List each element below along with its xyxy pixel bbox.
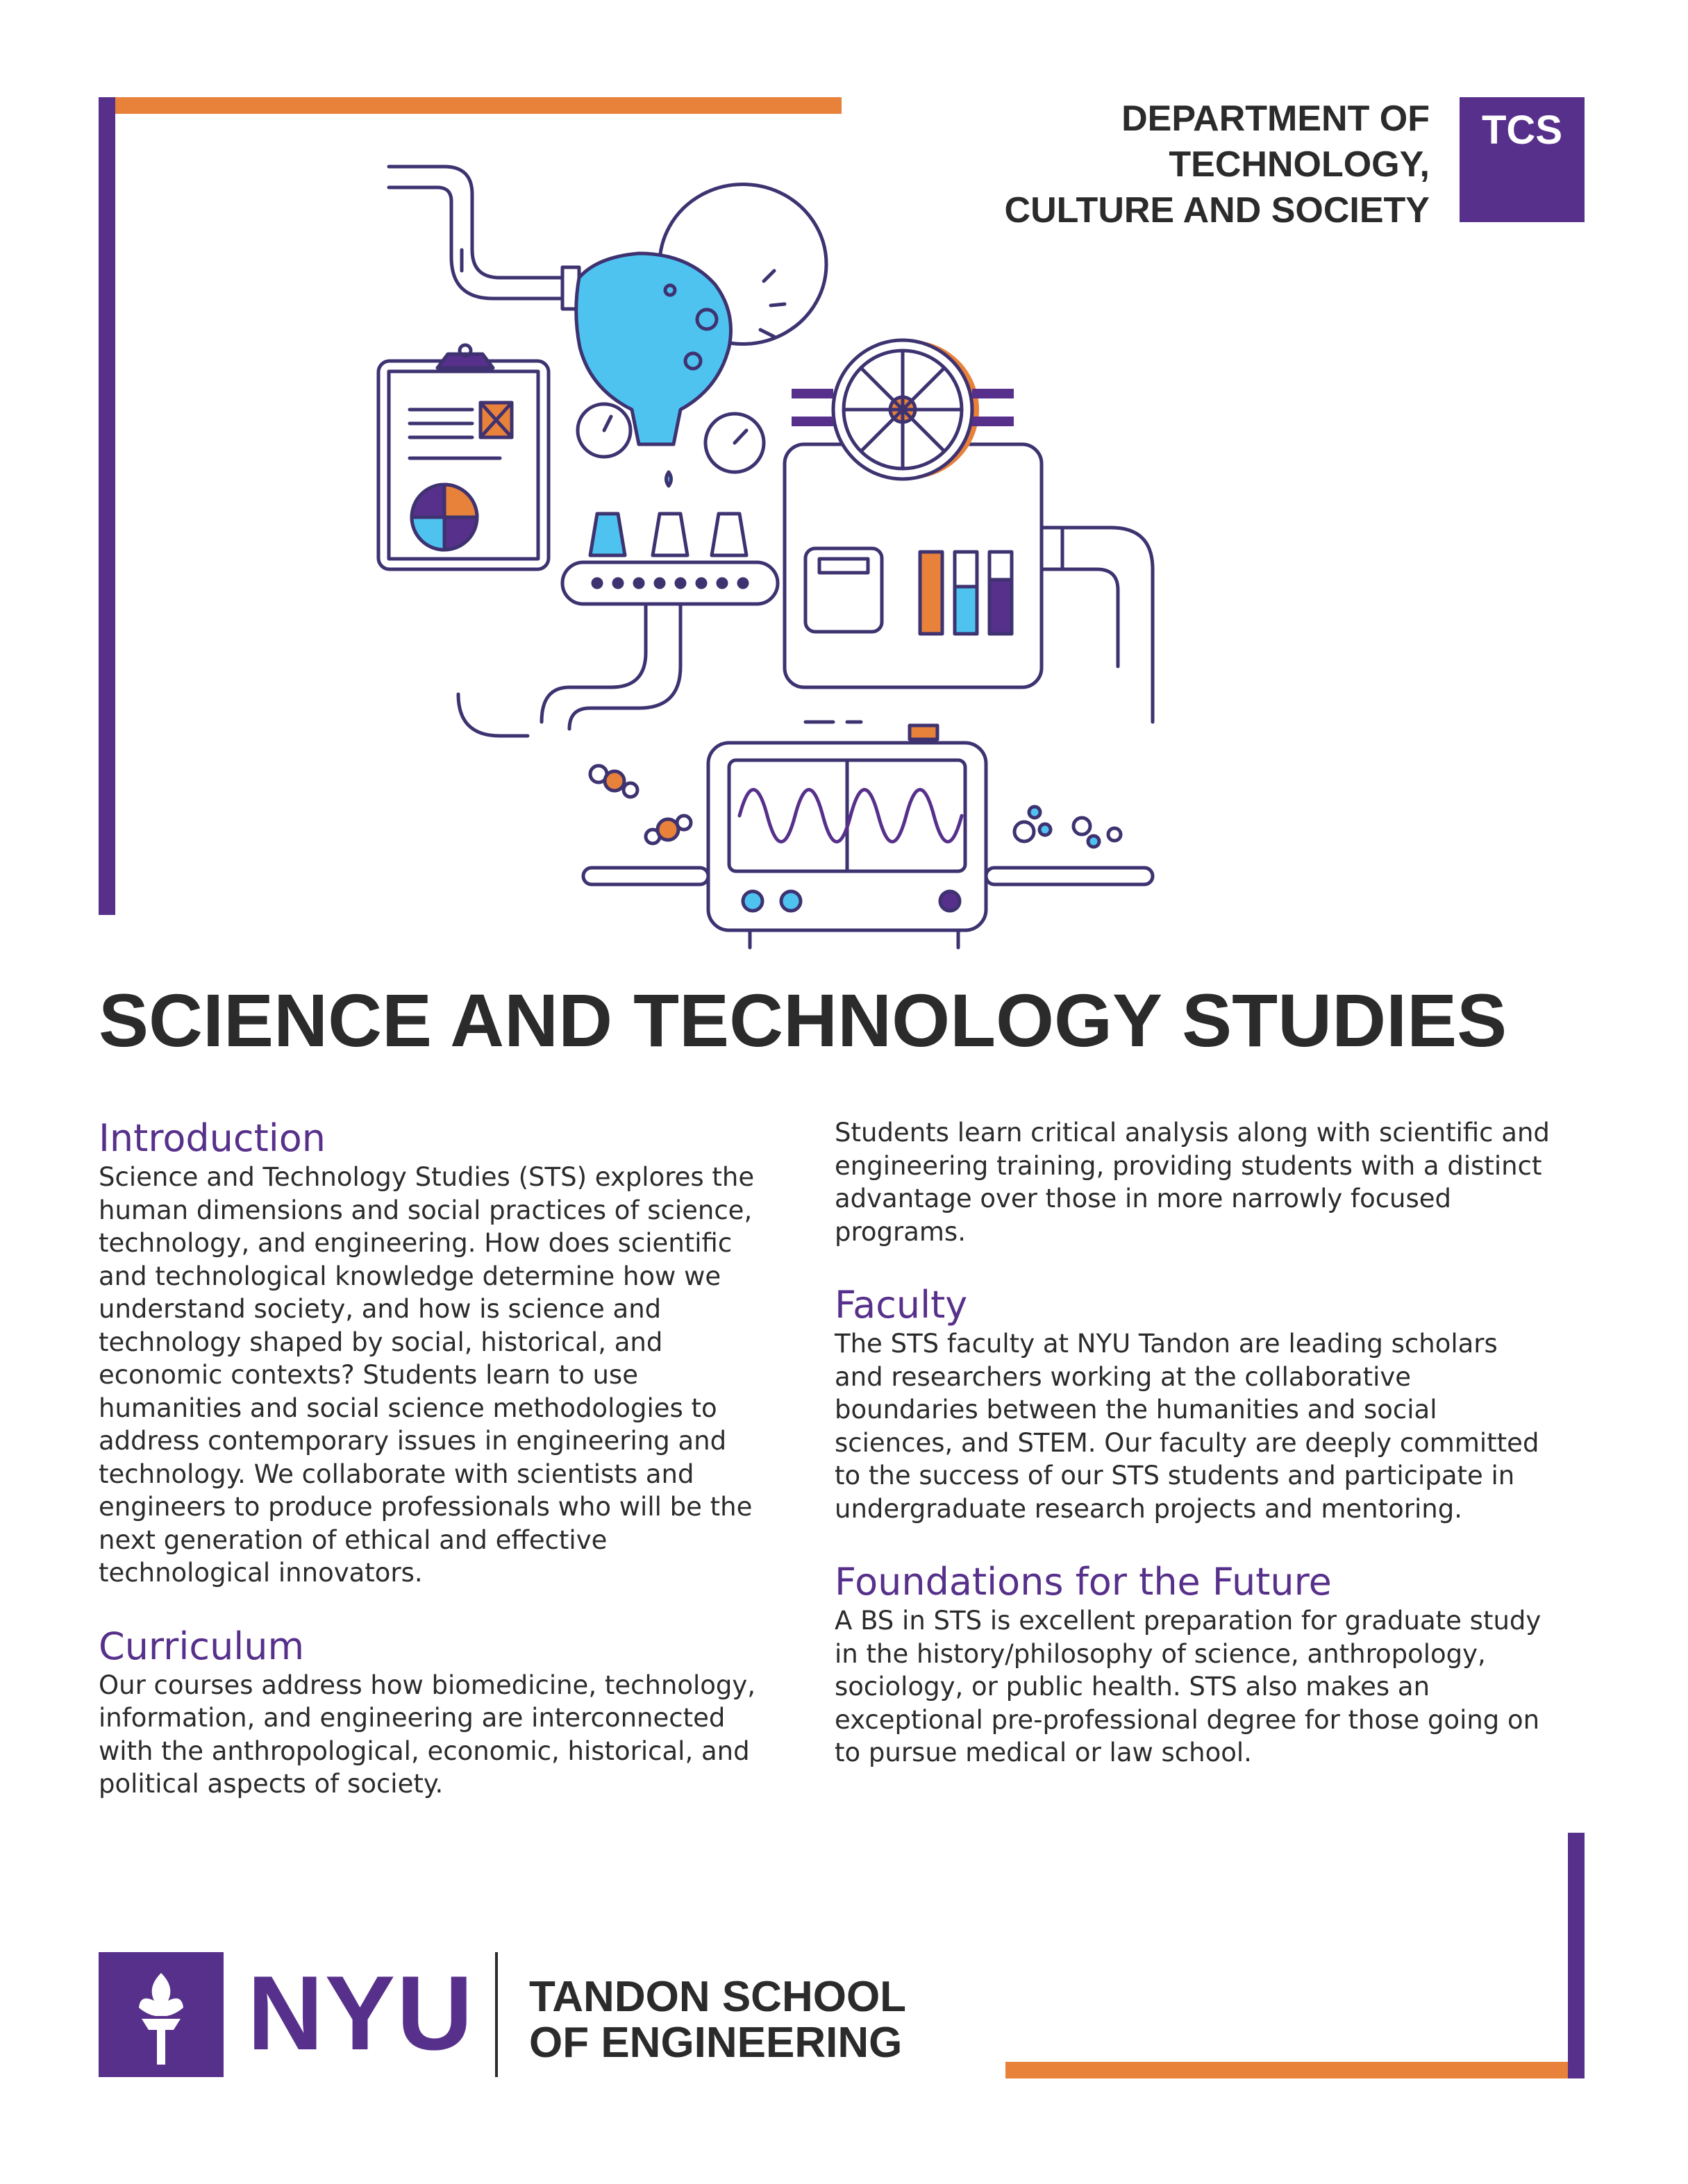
section-body-curriculum: Our courses address how biomedicine, technology, information, and engineering are interconnected with the anthropological, economic, historical, and political aspects of society. [99,1670,756,1799]
tcs-badge: TCS [1460,97,1585,222]
nyu-torch-logo [99,1952,224,2077]
section-heading-faculty: Faculty [835,1283,968,1327]
pipe-icon [389,167,569,299]
school-name-line: TANDON SCHOOL [529,1973,907,2021]
section-body-continuation: Students learn critical analysis along with scientific and engineering training, providing students with a distinct advantage over those in more narrowly focused programs. [835,1118,1550,1247]
section-heading-curriculum: Curriculum [99,1624,305,1668]
page-title: SCIENCE AND TECHNOLOGY STUDIES [99,978,1507,1062]
torch-icon [99,1952,224,2077]
molecule-icon [590,766,1121,847]
section-body-foundations: A BS in STS is excellent preparation for graduate study in the history/philosophy of science, anthropology, sociology, or public health. STS also makes an exceptional pre-professional degree for those going on to pursue medical or law school. [835,1606,1541,1767]
section-body-faculty: The STS faculty at NYU Tandon are leading scholars and researchers working at the collaborative boundaries between the humanities and social sciences, and STEM. Our faculty are deeply committed to the success of our STS students and participate in undergraduate research projects and mentoring. [835,1329,1539,1524]
school-name [529,1974,906,2066]
frame-bottom-bar [1005,2062,1568,2078]
school-name-line: OF ENGINEERING [529,2019,903,2067]
department-line: DEPARTMENT OF [1121,99,1430,139]
pipe-icon [458,604,680,736]
section-heading-introduction: Introduction [99,1116,326,1160]
machine-icon [785,340,1153,722]
flask-icon [562,184,826,486]
footer-divider [495,1952,498,2077]
frame-top-bar [115,97,842,114]
left-column [99,1118,765,1801]
lab-machine-illustration [361,139,1167,958]
clipboard-icon [378,345,549,569]
frame-right-bar [1568,1833,1585,2078]
department-line: CULTURE AND SOCIETY [1004,190,1430,230]
nyu-wordmark: NYU [247,1954,474,2072]
department-line: TECHNOLOGY, [1169,144,1430,185]
conveyor-icon [562,514,778,604]
right-column [835,1116,1550,1770]
section-body-introduction: Science and Technology Studies (STS) explores the human dimensions and social practices of science, technology, and engineering. How does scientific and technological knowledge determine how we understand society, and how is science and technology shaped by social, historical, and economic contexts? Students learn to use humanities and social science methodologies to address contemporary issues in engineering and technology. We collaborate with scientists and engineers to produce professionals who will be the next generation of ethical and effective technological innovators. [99,1162,755,1588]
frame-left-bar [99,97,115,915]
section-heading-foundations: Foundations for the Future [835,1560,1332,1604]
